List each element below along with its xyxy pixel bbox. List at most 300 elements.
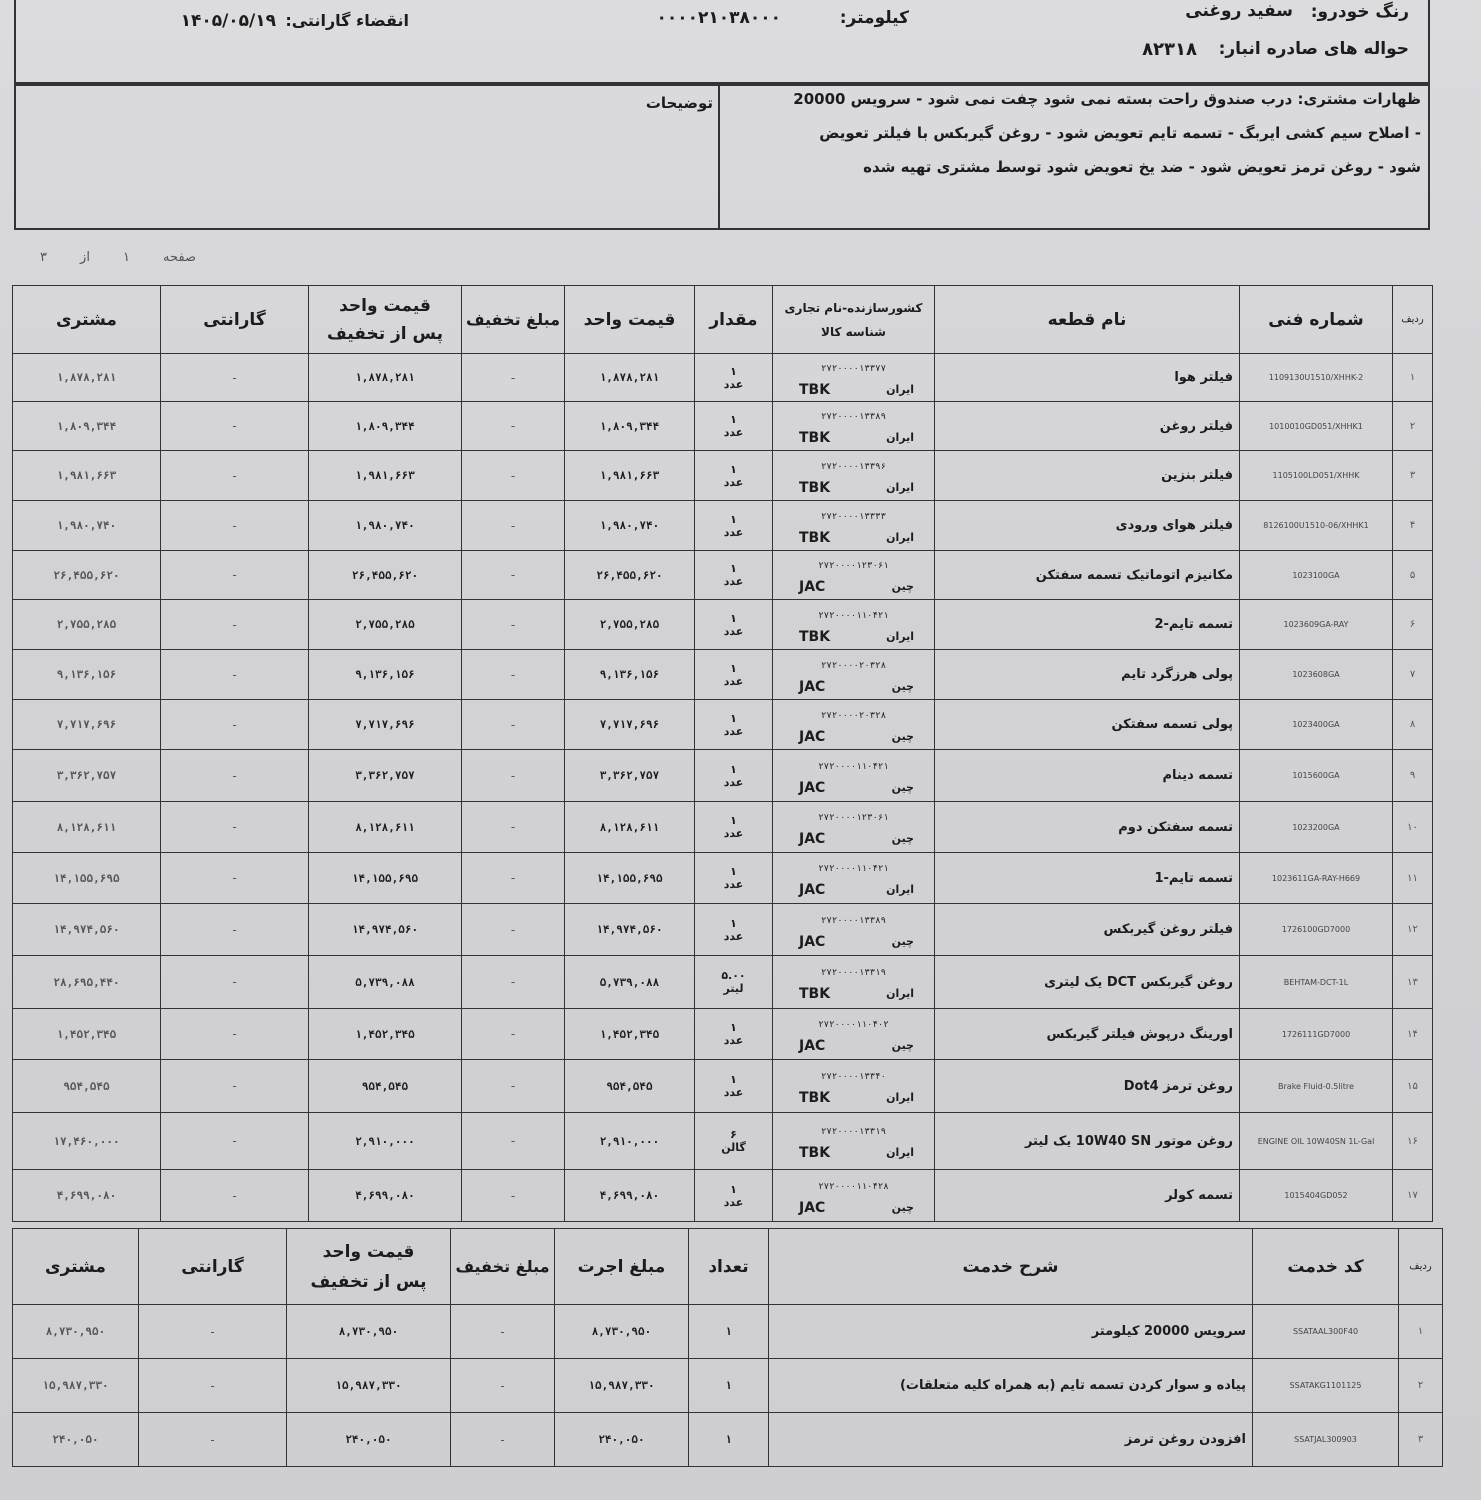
quantity-value: ۱ <box>730 865 737 878</box>
manufacturer-country: چین <box>891 832 914 845</box>
manufacturer-country: ایران <box>886 883 914 896</box>
discount: - <box>462 600 565 650</box>
discount: - <box>462 802 565 853</box>
manufacturer-brand: JAC <box>799 579 826 595</box>
part-number: ENGINE OIL 10W40SN 1L-Gal <box>1240 1113 1393 1170</box>
part-number: 1726100GD7000 <box>1240 904 1393 956</box>
service-code: SSATAAL300F40 <box>1253 1305 1399 1359</box>
quantity-value: ۱ <box>730 814 737 827</box>
customer-amount: ۹,۱۳۶,۱۵۶ <box>13 650 161 700</box>
manufacturer-brand: TBK <box>799 430 831 446</box>
manufacturer-cell <box>773 1170 935 1222</box>
warranty: - <box>161 451 309 501</box>
part-number: 1015404GD052 <box>1240 1170 1393 1222</box>
quantity-value: ۱ <box>730 364 737 378</box>
customer-amount: ۱۴,۱۵۵,۶۹۵ <box>13 853 161 904</box>
col-warranty: گارانتی <box>161 286 309 354</box>
manufacturer-cell <box>773 600 935 650</box>
col-manufacturer <box>773 286 935 354</box>
service-description: پیاده و سوار کردن تسمه تایم (به همراه کلیه متعلقات) <box>769 1359 1253 1413</box>
discount: - <box>462 451 565 501</box>
service-count: ۱ <box>689 1359 769 1413</box>
warranty: - <box>161 600 309 650</box>
discount: - <box>462 904 565 956</box>
svc-col-net <box>287 1229 451 1305</box>
quantity-unit: عدد <box>723 1034 744 1047</box>
manufacturer-cell <box>773 354 935 402</box>
part-name: مکانیزم اتوماتیک تسمه سفتکن <box>935 551 1240 600</box>
unit-price: ۹,۱۳۶,۱۵۶ <box>565 650 695 700</box>
col-net-price <box>309 286 462 354</box>
row-number: ۱۵ <box>1393 1060 1433 1113</box>
row-number: ۶ <box>1393 600 1433 650</box>
manufacturer-brand: TBK <box>799 628 831 645</box>
page-of: از <box>80 250 90 265</box>
net-price: ۷,۷۱۷,۶۹۶ <box>309 700 462 750</box>
warranty: - <box>161 1060 309 1113</box>
unit-price: ۷,۷۱۷,۶۹۶ <box>565 700 695 750</box>
quantity-value: ۱ <box>730 762 737 776</box>
warehouse-label: حواله های صادره انبار: <box>1218 39 1409 59</box>
part-number: 1023609GA-RAY <box>1240 600 1393 650</box>
col-row: ردیف <box>1393 286 1433 354</box>
row-number: ۹ <box>1393 750 1433 802</box>
discount: - <box>451 1305 555 1359</box>
product-code: ۲۷۲۰۰۰۰۱۲۳۰۶۱ <box>818 813 889 823</box>
manufacturer-cell <box>773 853 935 904</box>
svc-col-discount: مبلغ تخفیف <box>451 1229 555 1305</box>
quantity-value: ۱ <box>730 611 737 625</box>
col-part-name: نام قطعه <box>935 286 1240 354</box>
part-name: تسمه تایم-1 <box>935 853 1240 904</box>
customer-remark-line-1: ظهارات مشتری: درب صندوق راحت بسته نمی شود چفت نمی شود - سرویس 20000 <box>793 90 1421 108</box>
net-price: ۱,۸۰۹,۳۴۴ <box>309 402 462 451</box>
product-code: ۲۷۲۰۰۰۰۱۳۳۷۷ <box>820 363 887 374</box>
table-row <box>13 1113 1433 1170</box>
col-net-line1: قیمت واحد <box>339 295 431 316</box>
net-price: ۱,۸۷۸,۲۸۱ <box>309 354 462 402</box>
row-number: ۷ <box>1393 650 1433 700</box>
quantity-cell <box>695 451 773 501</box>
quantity-value: ۶ <box>730 1128 737 1141</box>
remarks-divider <box>718 84 720 230</box>
net-price: ۱,۹۸۰,۷۴۰ <box>309 501 462 551</box>
parts-table <box>12 285 1433 1222</box>
unit-price: ۱,۸۷۸,۲۸۱ <box>565 354 695 402</box>
discount: - <box>462 402 565 451</box>
net-price: ۹۵۴,۵۴۵ <box>309 1060 462 1113</box>
manufacturer-cell <box>773 1060 935 1113</box>
customer-amount: ۱,۹۸۰,۷۴۰ <box>13 501 161 551</box>
warranty: - <box>161 551 309 600</box>
customer-amount: ۱,۴۵۲,۳۴۵ <box>13 1009 161 1060</box>
customer-remark-line-3: شود - روغن ترمز تعویض شود - ضد یخ تعویض شود توسط مشتری تهیه شده <box>863 158 1421 176</box>
quantity-cell <box>695 1009 773 1060</box>
part-name: تسمه تایم-2 <box>935 600 1240 650</box>
part-name: فیلتر روغن گیربکس <box>935 904 1240 956</box>
warranty: - <box>161 501 309 551</box>
net-price: ۱۵,۹۸۷,۳۳۰ <box>287 1359 451 1413</box>
service-fee: ۲۴۰,۰۵۰ <box>555 1413 689 1467</box>
part-number: 1023200GA <box>1240 802 1393 853</box>
quantity-unit: عدد <box>723 525 744 539</box>
manufacturer-cell <box>773 700 935 750</box>
quantity-cell <box>695 802 773 853</box>
unit-price: ۱۴,۱۵۵,۶۹۵ <box>565 853 695 904</box>
service-row <box>13 1305 1443 1359</box>
table-row <box>13 1170 1433 1222</box>
part-number: 1023611GA-RAY-H669 <box>1240 853 1393 904</box>
service-row <box>13 1359 1443 1413</box>
table-row <box>13 700 1433 750</box>
quantity-cell <box>695 956 773 1009</box>
manufacturer-cell <box>773 402 935 451</box>
quantity-cell <box>695 904 773 956</box>
part-name: تسمه دینام <box>935 750 1240 802</box>
quantity-cell <box>695 600 773 650</box>
customer-amount: ۲۶,۴۵۵,۶۲۰ <box>13 551 161 600</box>
discount: - <box>462 750 565 802</box>
row-number: ۱۰ <box>1393 802 1433 853</box>
warranty: - <box>161 1170 309 1222</box>
product-code: ۲۷۲۰۰۰۰۱۱۰۴۲۱ <box>818 864 889 874</box>
discount: - <box>462 551 565 600</box>
warranty-end-label: انقضاء گارانتی: <box>285 11 409 30</box>
part-name: روغن گیربکس DCT یک لیتری <box>935 956 1240 1009</box>
quantity-unit: گالن <box>721 1141 746 1154</box>
manufacturer-country: ایران <box>886 480 914 494</box>
car-color-value: سفید روغنی <box>1185 1 1293 21</box>
net-price: ۳,۳۶۲,۷۵۷ <box>309 750 462 802</box>
net-price: ۲,۹۱۰,۰۰۰ <box>309 1113 462 1170</box>
quantity-cell <box>695 700 773 750</box>
part-name: فیلتر هوا <box>935 354 1240 402</box>
manufacturer-cell <box>773 904 935 956</box>
service-fee: ۸,۷۳۰,۹۵۰ <box>555 1305 689 1359</box>
manufacturer-country: ایران <box>886 1091 914 1104</box>
svc-col-net-line1: قیمت واحد <box>322 1241 415 1262</box>
part-name: روغن ترمز Dot4 <box>935 1060 1240 1113</box>
quantity-value: ۵.۰۰ <box>721 969 746 982</box>
quantity-value: ۱ <box>730 711 737 725</box>
col-customer: مشتری <box>13 286 161 354</box>
discount: - <box>462 354 565 402</box>
manufacturer-country: ایران <box>886 431 914 444</box>
discount: - <box>462 1009 565 1060</box>
service-fee: ۱۵,۹۸۷,۳۳۰ <box>555 1359 689 1413</box>
quantity-value: ۱ <box>730 512 737 526</box>
col-discount: مبلغ تخفیف <box>462 286 565 354</box>
service-code: SSATAKG1101125 <box>1253 1359 1399 1413</box>
part-number: 1015600GA <box>1240 750 1393 802</box>
quantity-cell <box>695 501 773 551</box>
part-number: Brake Fluid-0.5litre <box>1240 1060 1393 1113</box>
product-code: ۲۷۲۰۰۰۰۱۱۰۴۲۱ <box>818 610 889 621</box>
svc-col-count: تعداد <box>689 1229 769 1305</box>
unit-price: ۲۶,۴۵۵,۶۲۰ <box>565 551 695 600</box>
customer-amount: ۹۵۴,۵۴۵ <box>13 1060 161 1113</box>
part-number: 1010010GD051/XHHK1 <box>1240 402 1393 451</box>
service-row <box>13 1413 1443 1467</box>
manufacturer-cell <box>773 750 935 802</box>
unit-price: ۱,۹۸۱,۶۶۳ <box>565 451 695 501</box>
table-row <box>13 1009 1433 1060</box>
discount: - <box>462 650 565 700</box>
discount: - <box>462 700 565 750</box>
discount: - <box>462 853 565 904</box>
row-number: ۳ <box>1399 1413 1443 1467</box>
unit-price: ۱,۴۵۲,۳۴۵ <box>565 1009 695 1060</box>
manufacturer-country: چین <box>891 780 914 794</box>
manufacturer-brand: TBK <box>799 1090 831 1106</box>
table-row <box>13 600 1433 650</box>
parts-header-row <box>13 286 1433 354</box>
km-label: کیلومتر: <box>839 8 909 28</box>
quantity-value: ۱ <box>730 1182 737 1196</box>
warranty: - <box>161 904 309 956</box>
quantity-unit: عدد <box>723 475 744 489</box>
part-number: 1105100LD051/XHHK <box>1240 451 1393 501</box>
svc-col-fee: مبلغ اجرت <box>555 1229 689 1305</box>
part-name: پولی تسمه سفتکن <box>935 700 1240 750</box>
net-price: ۲۶,۴۵۵,۶۲۰ <box>309 551 462 600</box>
product-code: ۲۷۲۰۰۰۰۱۳۳۸۹ <box>820 412 887 422</box>
part-number: 1023608GA <box>1240 650 1393 700</box>
services-header-row <box>13 1229 1443 1305</box>
quantity-value: ۱ <box>730 413 737 426</box>
customer-amount: ۱۷,۴۶۰,۰۰۰ <box>13 1113 161 1170</box>
quantity-unit: لیتر <box>723 982 744 995</box>
customer-amount: ۷,۷۱۷,۶۹۶ <box>13 700 161 750</box>
quantity-value: ۱ <box>730 1073 737 1086</box>
discount: - <box>462 1113 565 1170</box>
svc-col-customer: مشتری <box>13 1229 139 1305</box>
customer-amount: ۲۸,۶۹۵,۴۴۰ <box>13 956 161 1009</box>
product-code: ۲۷۲۰۰۰۰۱۱۰۴۲۸ <box>818 1181 889 1192</box>
quantity-value: ۱ <box>730 1021 737 1034</box>
warranty: - <box>161 650 309 700</box>
manufacturer-country: چین <box>891 580 914 593</box>
unit-price: ۸,۱۲۸,۶۱۱ <box>565 802 695 853</box>
product-code: ۲۷۲۰۰۰۰۱۳۳۸۹ <box>820 915 887 926</box>
manufacturer-cell <box>773 501 935 551</box>
table-row <box>13 402 1433 451</box>
unit-price: ۱,۸۰۹,۳۴۴ <box>565 402 695 451</box>
table-row <box>13 1060 1433 1113</box>
net-price: ۴,۶۹۹,۰۸۰ <box>309 1170 462 1222</box>
quantity-cell <box>695 354 773 402</box>
quantity-unit: عدد <box>723 426 744 439</box>
customer-remark-line-2: - اصلاح سیم کشی ایربگ - تسمه تایم تعویض شود - روغن گیربکس با فیلتر تعویض <box>819 124 1421 142</box>
service-code: SSATJAL300903 <box>1253 1413 1399 1467</box>
svc-col-warranty: گارانتی <box>139 1229 287 1305</box>
product-code: ۲۷۲۰۰۰۰۲۰۳۲۸ <box>820 660 887 671</box>
manufacturer-cell <box>773 956 935 1009</box>
quantity-unit: عدد <box>723 1195 744 1209</box>
product-code: ۲۷۲۰۰۰۰۱۳۳۹۶ <box>820 461 887 472</box>
customer-amount: ۲,۷۵۵,۲۸۵ <box>13 600 161 650</box>
net-price: ۱,۹۸۱,۶۶۳ <box>309 451 462 501</box>
quantity-cell <box>695 1060 773 1113</box>
manufacturer-brand: TBK <box>799 529 831 546</box>
warranty: - <box>161 402 309 451</box>
services-table <box>12 1228 1443 1467</box>
row-number: ۱۶ <box>1393 1113 1433 1170</box>
svc-col-row: ردیف <box>1399 1229 1443 1305</box>
unit-price: ۲,۷۵۵,۲۸۵ <box>565 600 695 650</box>
discount: - <box>451 1413 555 1467</box>
quantity-cell <box>695 402 773 451</box>
quantity-cell <box>695 1170 773 1222</box>
product-code: ۲۷۲۰۰۰۰۱۳۳۳۳ <box>820 511 887 522</box>
quantity-unit: عدد <box>723 775 744 789</box>
net-price: ۱۴,۹۷۴,۵۶۰ <box>309 904 462 956</box>
part-name: روغن موتور 10W40 SN یک لیتر <box>935 1113 1240 1170</box>
manufacturer-brand: JAC <box>799 728 826 745</box>
quantity-cell <box>695 853 773 904</box>
warranty: - <box>139 1305 287 1359</box>
warranty: - <box>161 853 309 904</box>
row-number: ۱ <box>1393 354 1433 402</box>
part-name: اورینگ درپوش فیلتر گیربکس <box>935 1009 1240 1060</box>
manufacturer-brand: TBK <box>799 479 831 496</box>
discount: - <box>451 1359 555 1413</box>
km-value: ۰۰۰۰۲۱۰۳۸۰۰۰ <box>656 8 781 28</box>
table-row <box>13 451 1433 501</box>
net-price: ۱,۴۵۲,۳۴۵ <box>309 1009 462 1060</box>
table-row <box>13 354 1433 402</box>
discount: - <box>462 1060 565 1113</box>
discount: - <box>462 1170 565 1222</box>
quantity-unit: عدد <box>723 1086 744 1099</box>
manufacturer-brand: JAC <box>799 1199 826 1216</box>
manufacturer-cell <box>773 551 935 600</box>
manufacturer-brand: JAC <box>799 779 826 796</box>
part-number: 1023100GA <box>1240 551 1393 600</box>
discount: - <box>462 501 565 551</box>
discount: - <box>462 956 565 1009</box>
part-number: 8126100U1510-06/XHHK1 <box>1240 501 1393 551</box>
part-number: 1109130U1510/XHHK-2 <box>1240 354 1393 402</box>
row-number: ۸ <box>1393 700 1433 750</box>
unit-price: ۹۵۴,۵۴۵ <box>565 1060 695 1113</box>
manufacturer-brand: TBK <box>799 381 831 398</box>
quantity-unit: عدد <box>723 624 744 638</box>
manufacturer-cell <box>773 451 935 501</box>
part-name: فیلتر هوای ورودی <box>935 501 1240 551</box>
warranty: - <box>161 1009 309 1060</box>
table-row <box>13 802 1433 853</box>
customer-amount: ۱,۸۰۹,۳۴۴ <box>13 402 161 451</box>
quantity-value: ۱ <box>730 462 737 476</box>
net-price: ۲۴۰,۰۵۰ <box>287 1413 451 1467</box>
row-number: ۱۷ <box>1393 1170 1433 1222</box>
row-number: ۱ <box>1399 1305 1443 1359</box>
customer-amount: ۳,۳۶۲,۷۵۷ <box>13 750 161 802</box>
warranty-end-value: ۱۴۰۵/۰۵/۱۹ <box>180 11 276 31</box>
warranty: - <box>139 1413 287 1467</box>
product-code: ۲۷۲۰۰۰۰۱۲۳۰۶۱ <box>818 561 889 571</box>
svc-col-net-line2: پس از تخفیف <box>310 1271 427 1292</box>
customer-amount: ۸,۱۲۸,۶۱۱ <box>13 802 161 853</box>
net-price: ۵,۷۳۹,۰۸۸ <box>309 956 462 1009</box>
car-color-label: رنگ خودرو: <box>1310 2 1409 22</box>
table-row <box>13 551 1433 600</box>
part-name: تسمه کولر <box>935 1170 1240 1222</box>
customer-amount: ۴,۶۹۹,۰۸۰ <box>13 1170 161 1222</box>
customer-amount: ۸,۷۳۰,۹۵۰ <box>13 1305 139 1359</box>
manufacturer-country: چین <box>891 1039 914 1052</box>
table-row <box>13 750 1433 802</box>
manufacturer-cell <box>773 802 935 853</box>
col-unit-price: قیمت واحد <box>565 286 695 354</box>
manufacturer-brand: JAC <box>799 933 826 950</box>
warranty: - <box>161 354 309 402</box>
warranty: - <box>161 1113 309 1170</box>
row-number: ۵ <box>1393 551 1433 600</box>
warranty: - <box>161 802 309 853</box>
table-row <box>13 956 1433 1009</box>
quantity-unit: عدد <box>723 674 744 688</box>
row-number: ۱۳ <box>1393 956 1433 1009</box>
table-row <box>13 650 1433 700</box>
customer-amount: ۲۴۰,۰۵۰ <box>13 1413 139 1467</box>
customer-amount: ۱,۹۸۱,۶۶۳ <box>13 451 161 501</box>
table-row <box>13 904 1433 956</box>
net-price: ۸,۱۲۸,۶۱۱ <box>309 802 462 853</box>
table-row <box>13 853 1433 904</box>
quantity-cell <box>695 551 773 600</box>
col-part-no: شماره فنی <box>1240 286 1393 354</box>
row-number: ۳ <box>1393 451 1433 501</box>
customer-amount: ۱,۸۷۸,۲۸۱ <box>13 354 161 402</box>
row-number: ۴ <box>1393 501 1433 551</box>
row-number: ۲ <box>1393 402 1433 451</box>
manufacturer-country: ایران <box>886 530 914 544</box>
warranty: - <box>161 700 309 750</box>
product-code: ۲۷۲۰۰۰۰۱۳۳۴۰ <box>820 1072 887 1082</box>
col-mfr-line1: کشورسازنده-نام تجاری <box>784 300 923 315</box>
part-name: فیلتر بنزین <box>935 451 1240 501</box>
service-count: ۱ <box>689 1413 769 1467</box>
quantity-value: ۱ <box>730 661 737 675</box>
part-name: پولی هرزگرد تایم <box>935 650 1240 700</box>
manufacturer-brand: JAC <box>799 678 826 695</box>
warranty: - <box>139 1359 287 1413</box>
page-current: ۱ <box>123 250 130 265</box>
net-price: ۹,۱۳۶,۱۵۶ <box>309 650 462 700</box>
row-number: ۱۲ <box>1393 904 1433 956</box>
customer-amount: ۱۵,۹۸۷,۳۳۰ <box>13 1359 139 1413</box>
manufacturer-cell <box>773 650 935 700</box>
unit-price: ۱,۹۸۰,۷۴۰ <box>565 501 695 551</box>
manufacturer-brand: JAC <box>799 1038 826 1054</box>
manufacturer-cell <box>773 1009 935 1060</box>
svc-col-code: کد خدمت <box>1253 1229 1399 1305</box>
customer-amount: ۱۴,۹۷۴,۵۶۰ <box>13 904 161 956</box>
quantity-cell <box>695 1113 773 1170</box>
quantity-unit: عدد <box>723 827 744 840</box>
service-description: افزودن روغن ترمز <box>769 1413 1253 1467</box>
product-code: ۲۷۲۰۰۰۰۱۱۰۴۰۲ <box>818 1020 889 1030</box>
net-price: ۱۴,۱۵۵,۶۹۵ <box>309 853 462 904</box>
table-row <box>13 501 1433 551</box>
product-code: ۲۷۲۰۰۰۰۱۳۳۱۹ <box>820 968 887 978</box>
quantity-unit: عدد <box>723 878 744 891</box>
manufacturer-country: چین <box>891 1200 914 1214</box>
row-number: ۲ <box>1399 1359 1443 1413</box>
product-code: ۲۷۲۰۰۰۰۱۱۰۴۲۱ <box>818 761 889 772</box>
